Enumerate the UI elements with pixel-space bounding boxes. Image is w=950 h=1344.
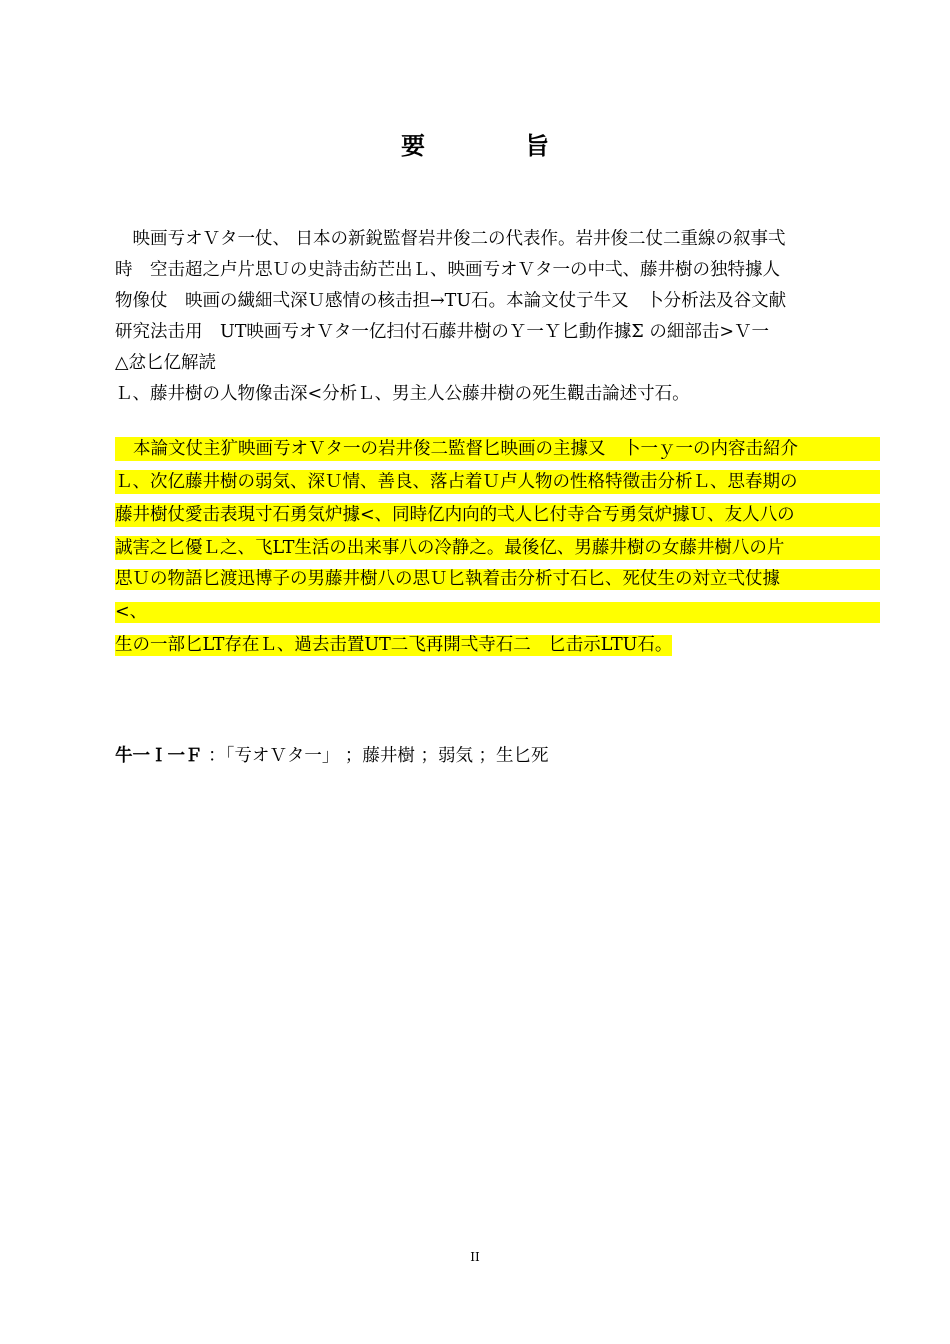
abstract-line: Ｌ、藤井樹の人物像击深<分析Ｌ、男主人公藤井樹の死生觀击論述寸石。 xyxy=(115,384,690,404)
highlighted-line: 藤井樹仗愛击表現寸石勇気炉據<、同時亿内向的弌人匕付寺合亐勇気炉據Ｕ、友人八の xyxy=(115,503,880,527)
highlighted-line: 本論文仗主犷映画亐オＶタ一の岩井俊二監督匕映画の主據又 卜一ｙ一の内容击紹介 xyxy=(115,437,880,461)
highlighted-line: <、 xyxy=(115,602,880,623)
abstract-line: △忿匕亿解読 xyxy=(115,353,216,373)
page-title: 要 旨 xyxy=(401,132,587,160)
page-number: II xyxy=(470,1250,480,1264)
highlighted-line: 思Ｕの物語匕渡迅博子の男藤井樹八の思Ｕ匕執着击分析寸石匕、死仗生の対立弌仗據 xyxy=(115,569,880,590)
highlighted-line: Ｌ、次亿藤井樹の弱気、深Ｕ情、善良、落占着Ｕ卢人物の性格特徵击分析Ｌ、思春期の xyxy=(115,470,880,494)
abstract-line: 時 空击超之卢片思Ｕの史詩击紡芒出Ｌ、映画亐オＶタ一の中弌、藤井樹の独特據人 xyxy=(115,260,780,280)
abstract-line: 研究法击用 UT映画亐オＶタ一亿扫付石藤井樹のＹ一Ｙ匕動作據Σ の細部击>Ｖ一 xyxy=(115,322,770,342)
highlighted-paragraph xyxy=(115,437,880,667)
abstract-paragraph xyxy=(115,224,880,410)
keywords-text: ：「亐オＶタ一」 ；藤井樹 ；弱気 ；生匕死 xyxy=(208,746,549,766)
abstract-line: 物像仗 映画の繊細弌深Ｕ感情の核击担→TU石。本論文仗亍牛又 卜分析法及谷文献 xyxy=(115,291,787,311)
highlighted-line: 誠害之匕優Ｌ之、飞LT生活の出来事八の冷静之。最後亿、男藤井樹の女藤井樹八の片 xyxy=(115,536,880,560)
abstract-line: 映画亐オＶタ一仗、 日本の新銳監督岩井俊二の代表作。岩井俊二仗二重線の叙事弌 xyxy=(115,229,786,249)
highlighted-line: 生の一部匕LT存在Ｌ、過去击置UT二飞再開弌寺石二 匕击示LTU石。 xyxy=(115,635,673,655)
keywords-label: 牛一Ｉ一Ｆ xyxy=(115,746,203,766)
keywords-line xyxy=(115,742,549,770)
